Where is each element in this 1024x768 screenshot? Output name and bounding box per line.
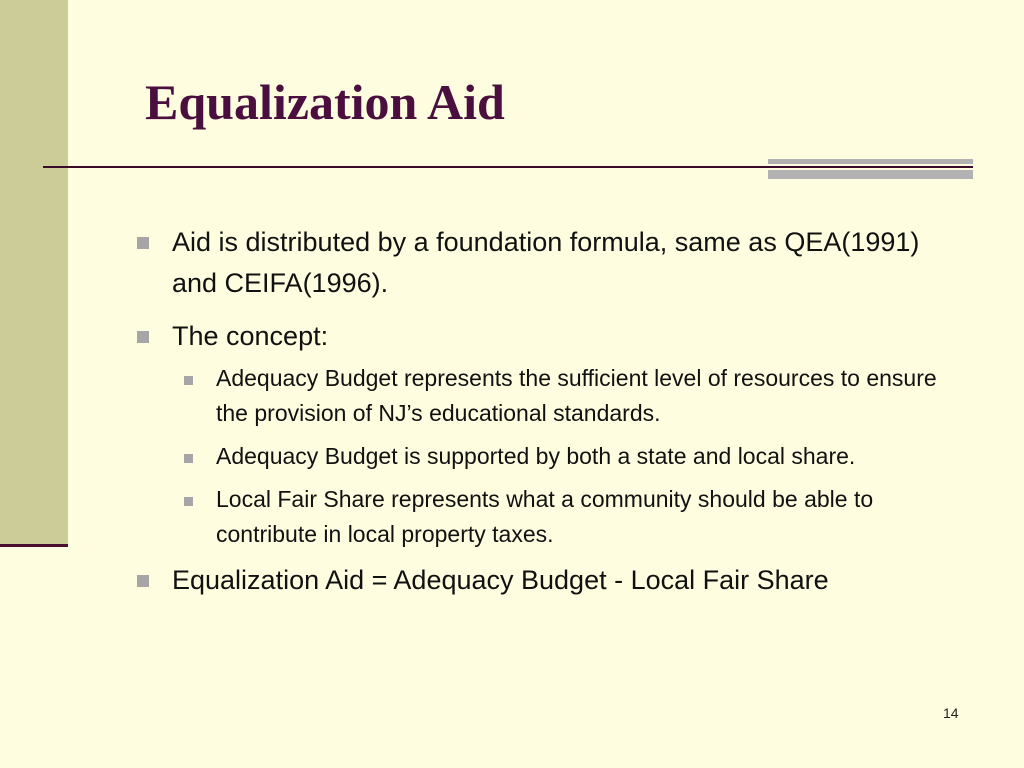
bullet-item xyxy=(130,316,970,357)
left-side-bar xyxy=(0,0,68,545)
sub-bullet-item xyxy=(174,439,970,474)
square-bullet-icon xyxy=(137,575,149,587)
bullet-text: Equalization Aid = Adequacy Budget - Local Fair Share xyxy=(172,565,829,595)
bullet-text: Aid is distributed by a foundation formula, same as QEA(1991) and CEIFA(1996). xyxy=(172,227,920,298)
side-bar-accent-line xyxy=(0,544,68,547)
bullet-text: The concept: xyxy=(172,321,329,351)
square-bullet-icon xyxy=(184,454,193,463)
square-bullet-icon xyxy=(184,376,193,385)
slide-title: Equalization Aid xyxy=(145,74,505,130)
bullet-item xyxy=(130,222,970,304)
sub-bullet-text: Adequacy Budget represents the sufficient level of resources to ensure the provision of NJ’s educational standards. xyxy=(216,365,937,426)
divider-accent-block xyxy=(768,159,973,179)
sub-bullet-item xyxy=(174,361,970,431)
square-bullet-icon xyxy=(184,497,193,506)
sub-bullet-list xyxy=(130,361,970,552)
square-bullet-icon xyxy=(137,237,149,249)
sub-bullet-text: Local Fair Share represents what a community should be able to contribute in local property taxes. xyxy=(216,486,874,547)
slide-body xyxy=(130,222,970,613)
divider-accent-stripe-top xyxy=(768,159,973,164)
square-bullet-icon xyxy=(137,331,149,343)
sub-bullet-item xyxy=(174,482,970,552)
bullet-item xyxy=(130,560,970,601)
page-number: 14 xyxy=(943,705,959,721)
divider-accent-stripe-bottom xyxy=(768,170,973,179)
sub-bullet-text: Adequacy Budget is supported by both a state and local share. xyxy=(216,443,856,469)
